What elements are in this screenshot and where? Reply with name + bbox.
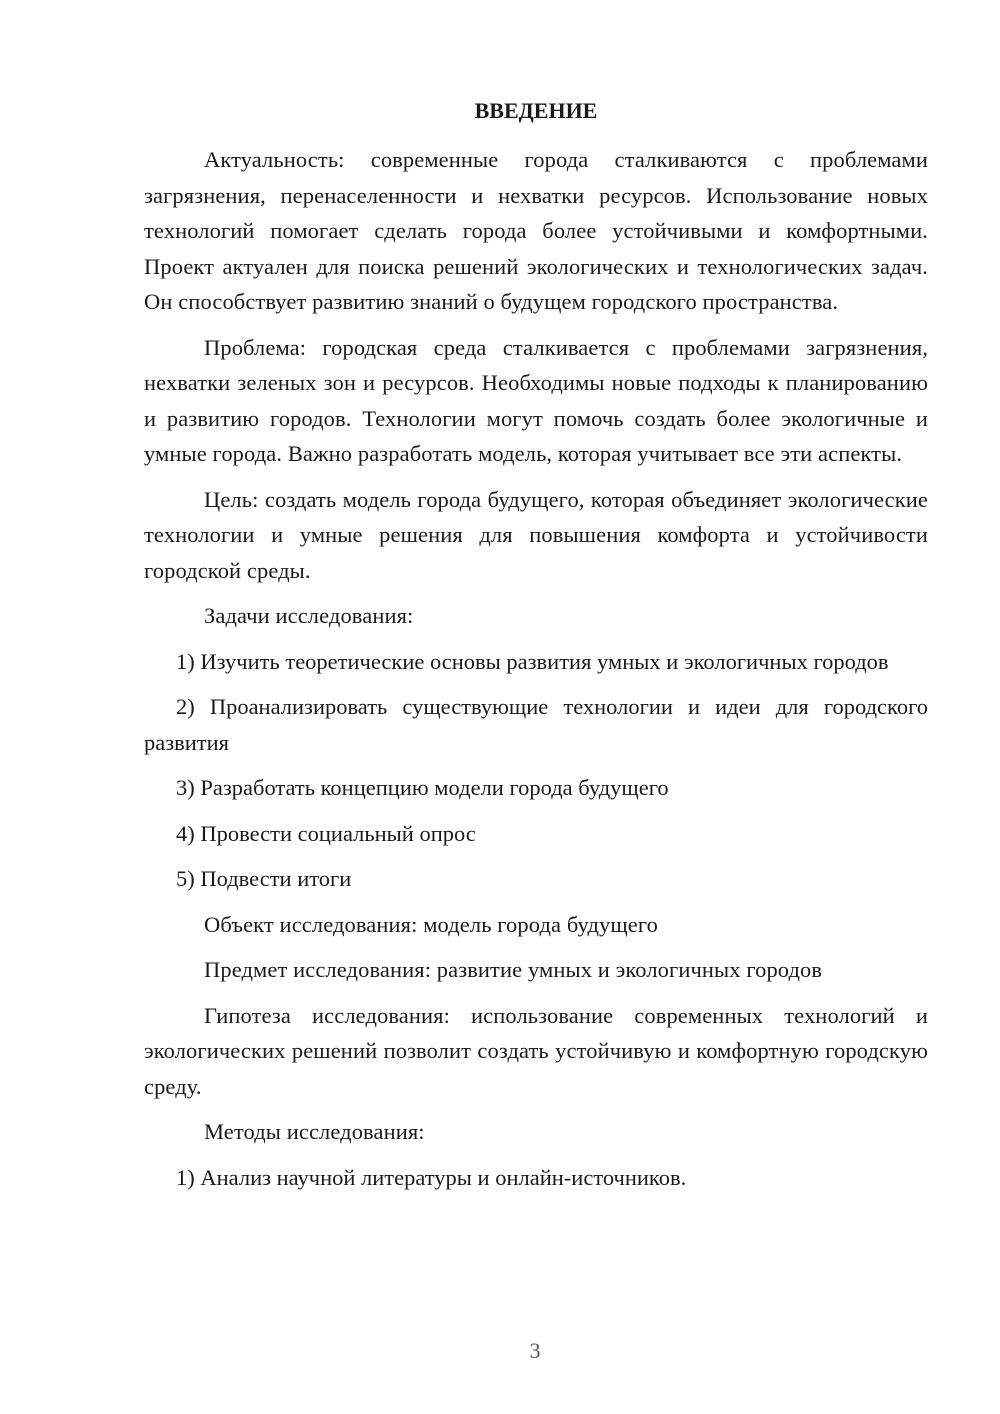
- task-item: 1) Изучить теоретические основы развития умных и экологичных городов: [176, 648, 889, 674]
- task-item: 3) Разработать концепцию модели города будущего: [176, 775, 669, 800]
- object-paragraph: Объект исследования: модель города будущего: [204, 911, 658, 937]
- page-title: ВВЕДЕНИЕ: [474, 98, 598, 123]
- hypothesis-paragraph: Гипотеза исследования: использование современных технологий и экологических решений позволит создать устойчивую и комфортную городскую среду.: [144, 1002, 928, 1099]
- methods-heading: Методы исследования:: [204, 1119, 425, 1144]
- method-item: 1) Анализ научной литературы и онлайн-источников.: [176, 1164, 687, 1190]
- goal-paragraph: Цель: создать модель города будущего, которая объединяет экологические технологии и умные решения для повышения комфорта и устойчивости городской среды.: [144, 486, 928, 583]
- page-number: 3: [529, 1338, 541, 1363]
- task-item: 2) Проанализировать существующие технологии и идеи для городского развития: [144, 694, 928, 755]
- task-item: 5) Подвести итоги: [176, 866, 352, 891]
- tasks-heading: Задачи исследования:: [204, 603, 414, 628]
- subject-paragraph: Предмет исследования: развитие умных и экологичных городов: [204, 957, 823, 982]
- relevance-paragraph: Актуальность: современные города сталкиваются с проблемами загрязнения, перенаселенности и нехватки ресурсов. Использование новых технологий помогает сделать города более устойчивыми и комфортными. Проект актуален для поиска решений экологических и технологических задач. Он способствует развитию знаний о будущем городского пространства.: [144, 147, 928, 314]
- problem-paragraph: Проблема: городская среда сталкивается с проблемами загрязнения, нехватки зеленых зон и ресурсов. Необходимы новые подходы к планированию и развитию городов. Технологии могут помочь создать более экологичные и умные города. Важно разработать модель, которая учитывает все эти аспекты.: [144, 334, 928, 466]
- task-item: 4) Провести социальный опрос: [176, 820, 476, 846]
- page-content: [144, 93, 928, 1205]
